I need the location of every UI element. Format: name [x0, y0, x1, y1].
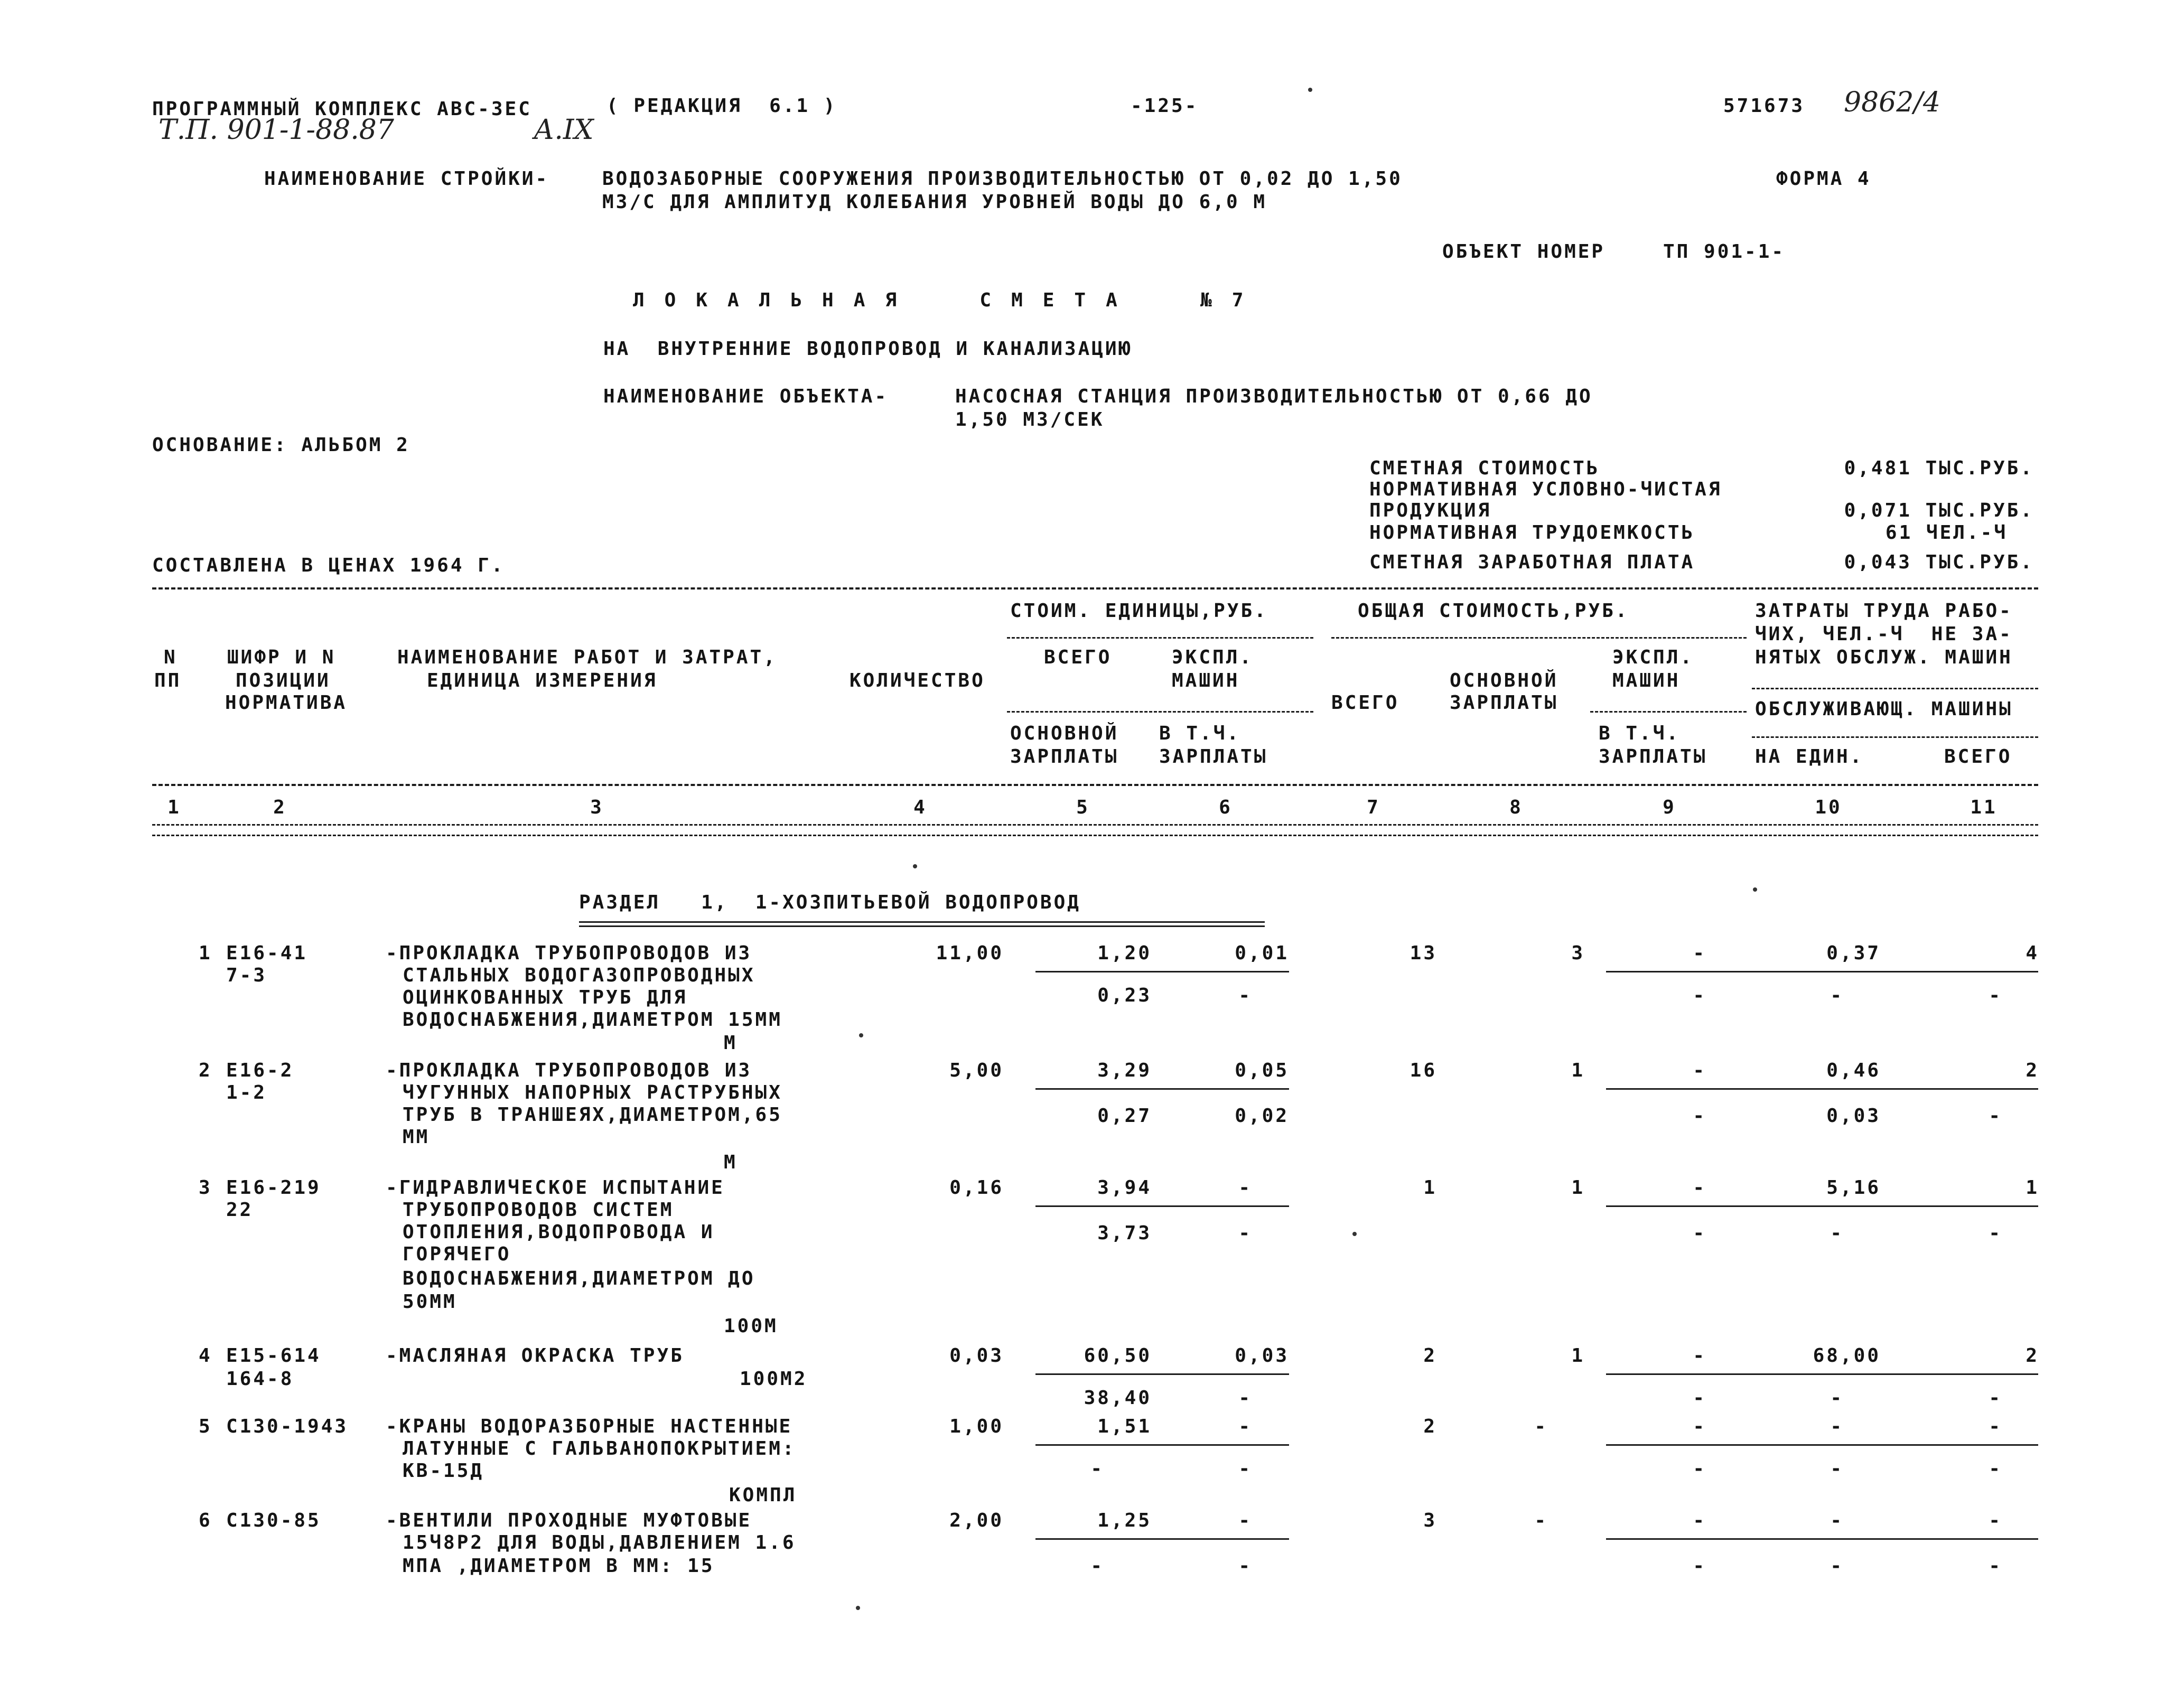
col-9-header: ЭКСПЛ.	[1612, 647, 1694, 668]
row-quantity: 11,00	[936, 942, 1004, 964]
row-unit-machines: 0,01	[1235, 942, 1289, 964]
column-number: 9	[1663, 797, 1676, 818]
summary-label: СМЕТНАЯ СТОИМОСТЬ	[1369, 457, 1600, 479]
row-name: -МАСЛЯНАЯ ОКРАСКА ТРУБ	[386, 1345, 684, 1367]
row-total: 16	[1410, 1060, 1437, 1081]
row-name: -КРАНЫ ВОДОРАЗБОРНЫЕ НАСТЕННЫЕ	[386, 1416, 793, 1437]
column-number: 6	[1219, 797, 1233, 818]
row-name: ЧУГУННЫХ НАПОРНЫХ РАСТРУБНЫХ	[403, 1082, 782, 1103]
row-name: МПА ,ДИАМЕТРОМ В ММ: 15	[403, 1555, 715, 1577]
row-machine-wage: -	[1693, 985, 1706, 1006]
row-labor-unit: 68,00	[1813, 1345, 1881, 1367]
object-line-2: 1,50 М3/СЕК	[955, 409, 1105, 431]
row-total: 1	[1423, 1177, 1437, 1199]
labor-header: НЯТЫХ ОБСЛУЖ. МАШИН	[1755, 647, 2013, 668]
row-unit: 100М	[724, 1315, 778, 1337]
row-code: 22	[226, 1199, 254, 1221]
row-machine-wage: -	[1693, 1555, 1706, 1577]
row-labor-unit: 0,46	[1826, 1060, 1881, 1081]
labor-header: ЗАТРАТЫ ТРУДА РАБО-	[1755, 600, 2013, 622]
row-base-wage: 1	[1571, 1177, 1585, 1199]
row-name: КВ-15Д	[403, 1460, 484, 1482]
row-base-wage: -	[1534, 1416, 1548, 1437]
row-name: ЛАТУННЫЕ С ГАЛЬВАНОПОКРЫТИЕМ:	[403, 1438, 796, 1460]
row-machine-wage: -	[1693, 1458, 1706, 1480]
row-labor-total-machines: -	[1989, 1458, 2002, 1480]
row-unit-total: 3,29	[1097, 1060, 1152, 1081]
value-rule	[1606, 1538, 2038, 1540]
row-unit-wage: 0,23	[1097, 985, 1152, 1006]
value-rule	[1035, 971, 1289, 972]
row-code: С130-85	[226, 1510, 321, 1531]
row-code: 7-3	[226, 965, 267, 986]
row-quantity: 1,00	[949, 1416, 1004, 1437]
row-labor-unit-machines: -	[1830, 1458, 1844, 1480]
row-machines: -	[1693, 1345, 1706, 1367]
row-labor-total-machines: -	[1989, 985, 2002, 1006]
object-label: НАИМЕНОВАНИЕ ОБЪЕКТА-	[603, 386, 889, 407]
row-unit-wage: -	[1090, 1555, 1104, 1577]
header-divider	[1331, 637, 1747, 639]
row-machines: -	[1693, 1060, 1706, 1081]
summary-label: НОРМАТИВНАЯ ТРУДОЕМКОСТЬ	[1369, 522, 1695, 544]
construction-label: НАИМЕНОВАНИЕ СТРОЙКИ-	[264, 168, 549, 190]
col-5-header: ВСЕГО	[1044, 647, 1112, 668]
column-number-rule	[152, 824, 2038, 826]
value-rule	[1035, 1444, 1289, 1446]
col-8-header: ОСНОВНОЙ	[1450, 670, 1558, 691]
summary-value: 0,481 ТЫС.РУБ.	[1844, 457, 2034, 479]
column-number: 10	[1815, 797, 1842, 818]
summary-value: 0,071 ТЫС.РУБ.	[1844, 500, 2034, 521]
object-line-1: НАСОСНАЯ СТАНЦИЯ ПРОИЗВОДИТЕЛЬНОСТЬЮ ОТ 0,66 ДО	[955, 386, 1593, 407]
value-rule	[1606, 1444, 2038, 1446]
row-machines: -	[1693, 1416, 1706, 1437]
row-labor-total: 4	[2026, 942, 2039, 964]
column-number: 8	[1509, 797, 1523, 818]
row-name: ВОДОСНАБЖЕНИЯ,ДИАМЕТРОМ ДО	[403, 1268, 755, 1289]
row-code: 164-8	[226, 1368, 294, 1390]
row-machine-wage: -	[1693, 1105, 1706, 1127]
col-11-header: ВСЕГО	[1944, 746, 2012, 768]
row-unit-wage: 0,27	[1097, 1105, 1152, 1127]
row-unit-wage: 38,40	[1084, 1387, 1152, 1409]
value-rule	[1606, 1088, 2038, 1090]
row-unit-total: 60,50	[1084, 1345, 1152, 1367]
header-divider	[1752, 736, 2038, 738]
row-labor-total-machines: -	[1989, 1387, 2002, 1409]
row-number: 5	[199, 1416, 212, 1437]
row-labor-unit: -	[1830, 1510, 1844, 1531]
row-labor-unit-machines: -	[1830, 985, 1844, 1006]
col-6-header: ЭКСПЛ.	[1172, 647, 1254, 668]
section-underline	[579, 921, 1265, 923]
scan-speck	[1308, 88, 1312, 92]
row-number: 2	[199, 1060, 212, 1081]
row-machine-wage: -	[1693, 1387, 1706, 1409]
column-number: 7	[1367, 797, 1380, 818]
col-2-header: ШИФР И N	[227, 647, 336, 668]
col-6b-header: В Т.Ч.	[1159, 723, 1241, 744]
row-base-wage: -	[1534, 1510, 1548, 1531]
col-2-header: ПОЗИЦИИ	[236, 670, 331, 691]
row-quantity: 0,16	[949, 1177, 1004, 1199]
row-code: Е16-219	[226, 1177, 321, 1199]
form-number: ФОРМА 4	[1776, 168, 1871, 190]
row-labor-unit: -	[1830, 1416, 1844, 1437]
row-base-wage: 3	[1571, 942, 1585, 964]
col-3-header: НАИМЕНОВАНИЕ РАБОТ И ЗАТРАТ,	[397, 647, 777, 668]
row-labor-total: 2	[2026, 1345, 2039, 1367]
row-name: ММ	[403, 1126, 430, 1148]
row-labor-unit: 5,16	[1826, 1177, 1881, 1199]
col-9b-header: В Т.Ч.	[1599, 723, 1681, 744]
col-2-header: НОРМАТИВА	[225, 692, 348, 714]
row-unit: М	[724, 1152, 738, 1173]
price-basis: СОСТАВЛЕНА В ЦЕНАХ 1964 Г.	[152, 555, 505, 576]
row-name: ГОРЯЧЕГО	[403, 1243, 511, 1265]
column-number: 4	[913, 797, 927, 818]
document-code: 571673	[1723, 95, 1805, 117]
summary-label: НОРМАТИВНАЯ УСЛОВНО-ЧИСТАЯ	[1369, 479, 1722, 500]
unit-cost-header: СТОИМ. ЕДИНИЦЫ,РУБ.	[1010, 600, 1268, 622]
program-name: ПРОГРАММНЫЙ КОМПЛЕКС АВС-ЗЕС	[152, 98, 532, 120]
row-unit-machine-wage: 0,02	[1235, 1105, 1289, 1127]
row-labor-total: 2	[2026, 1060, 2039, 1081]
row-machine-wage: -	[1693, 1222, 1706, 1244]
summary-label: СМЕТНАЯ ЗАРАБОТНАЯ ПЛАТА	[1369, 551, 1695, 573]
handwritten-archive-number: 9862/4	[1844, 87, 1940, 118]
col-6b-header: ЗАРПЛАТЫ	[1159, 746, 1268, 768]
row-code: Е15-614	[226, 1345, 321, 1367]
row-labor-total-machines: -	[1989, 1105, 2002, 1127]
row-base-wage: 1	[1571, 1345, 1585, 1367]
row-name: -ГИДРАВЛИЧЕСКОЕ ИСПЫТАНИЕ	[386, 1177, 725, 1199]
row-labor-total: -	[1989, 1416, 2002, 1437]
col-1-header: ПП	[154, 670, 182, 691]
row-unit-machines: 0,05	[1235, 1060, 1289, 1081]
row-name: 50ММ	[403, 1291, 457, 1313]
construction-line-1: ВОДОЗАБОРНЫЕ СООРУЖЕНИЯ ПРОИЗВОДИТЕЛЬНОСТЬЮ ОТ 0,02 ДО 1,50	[602, 168, 1403, 190]
row-labor-unit-machines: 0,03	[1826, 1105, 1881, 1127]
scan-speck	[1753, 887, 1757, 892]
row-number: 3	[199, 1177, 212, 1199]
row-quantity: 2,00	[949, 1510, 1004, 1531]
column-number: 11	[1970, 797, 1998, 818]
header-divider	[1007, 637, 1313, 639]
scan-speck	[859, 1033, 863, 1037]
row-unit-total: 1,20	[1097, 942, 1152, 964]
row-unit-wage: 3,73	[1097, 1222, 1152, 1244]
column-number: 5	[1076, 797, 1090, 818]
row-labor-unit: 0,37	[1826, 942, 1881, 964]
column-number: 1	[167, 797, 181, 818]
row-labor-total-machines: -	[1989, 1222, 2002, 1244]
row-unit-machine-wage: -	[1238, 1458, 1252, 1480]
row-code: Е16-2	[226, 1060, 294, 1081]
row-unit-total: 3,94	[1097, 1177, 1152, 1199]
row-code: 1-2	[226, 1082, 267, 1103]
edition: ( РЕДАКЦИЯ 6.1 )	[606, 95, 837, 117]
col-4-header: КОЛИЧЕСТВО	[850, 670, 985, 691]
table-top-rule	[152, 587, 2038, 590]
estimate-title: ЛОКАЛЬНАЯ СМЕТА №7	[633, 289, 1264, 311]
column-number: 2	[273, 797, 287, 818]
handwritten-project-number: Т.П. 901-1-88.87	[158, 114, 394, 146]
row-total: 2	[1423, 1416, 1437, 1437]
value-rule	[1035, 1538, 1289, 1540]
row-unit-machines: -	[1238, 1510, 1252, 1531]
labor-header: ЧИХ, ЧЕЛ.-Ч НЕ ЗА-	[1755, 623, 2013, 645]
row-name: -ВЕНТИЛИ ПРОХОДНЫЕ МУФТОВЫЕ	[386, 1510, 752, 1531]
row-labor-unit-machines: -	[1830, 1222, 1844, 1244]
value-rule	[1035, 1205, 1289, 1207]
value-rule	[1606, 1205, 2038, 1207]
row-unit-machines: 0,03	[1235, 1345, 1289, 1367]
row-total: 2	[1423, 1345, 1437, 1367]
summary-value: 0,043 ТЫС.РУБ.	[1844, 551, 2034, 573]
col-9b-header: ЗАРПЛАТЫ	[1599, 746, 1707, 768]
col-8-header: ЗАРПЛАТЫ	[1450, 692, 1558, 714]
row-name: ТРУБ В ТРАНШЕЯХ,ДИАМЕТРОМ,65	[403, 1104, 782, 1126]
header-divider	[1752, 688, 2038, 689]
scan-speck	[1352, 1232, 1357, 1236]
row-unit-total: 1,51	[1097, 1416, 1152, 1437]
row-labor-total-machines: -	[1989, 1555, 2002, 1577]
row-labor-total: 1	[2026, 1177, 2039, 1199]
header-divider	[1590, 711, 1747, 713]
row-labor-total: -	[1989, 1510, 2002, 1531]
row-labor-unit-machines: -	[1830, 1387, 1844, 1409]
estimate-subtitle: НА ВНУТРЕННИЕ ВОДОПРОВОД И КАНАЛИЗАЦИЮ	[603, 338, 1133, 360]
col-3-header: ЕДИНИЦА ИЗМЕРЕНИЯ	[427, 670, 658, 691]
handwritten-album: А.IX	[534, 114, 594, 146]
row-unit: КОМПЛ	[729, 1484, 797, 1506]
row-labor-unit-machines: -	[1830, 1555, 1844, 1577]
row-unit-machine-wage: -	[1238, 1555, 1252, 1577]
row-name: ОЦИНКОВАННЫХ ТРУБ ДЛЯ	[403, 987, 688, 1008]
col-9-header: МАШИН	[1612, 670, 1681, 691]
header-divider	[1007, 711, 1313, 713]
row-machines: -	[1693, 1177, 1706, 1199]
table-head-rule	[152, 784, 2038, 786]
row-machines: -	[1693, 1510, 1706, 1531]
column-number: 3	[590, 797, 604, 818]
row-name: СТАЛЬНЫХ ВОДОГАЗОПРОВОДНЫХ	[403, 965, 755, 986]
column-number-rule	[152, 835, 2038, 836]
basis: ОСНОВАНИЕ: АЛЬБОМ 2	[152, 434, 410, 456]
row-number: 1	[199, 942, 212, 964]
row-unit: М	[724, 1032, 738, 1054]
object-number: ТП 901-1-	[1663, 241, 1786, 263]
row-number: 4	[199, 1345, 212, 1367]
row-base-wage: 1	[1571, 1060, 1585, 1081]
col-6-header: МАШИН	[1172, 670, 1240, 691]
row-name: ОТОПЛЕНИЯ,ВОДОПРОВОДА И	[403, 1221, 715, 1243]
summary-label: ПРОДУКЦИЯ	[1369, 500, 1492, 521]
scan-speck	[913, 864, 917, 868]
scan-speck	[856, 1606, 860, 1610]
section-underline	[579, 925, 1265, 927]
row-name: ТРУБОПРОВОДОВ СИСТЕМ	[403, 1199, 674, 1221]
row-unit: 100М2	[740, 1368, 808, 1390]
col-5b-header: ОСНОВНОЙ	[1010, 723, 1119, 744]
row-unit-machines: -	[1238, 1416, 1252, 1437]
row-code: С130-1943	[226, 1416, 349, 1437]
col-1-header: N	[164, 647, 178, 668]
page-number: -125-	[1131, 95, 1199, 117]
row-unit-wage: -	[1090, 1458, 1104, 1480]
value-rule	[1606, 1373, 2038, 1375]
object-number-label: ОБЪЕКТ НОМЕР	[1442, 241, 1606, 263]
col-7-header: ВСЕГО	[1331, 692, 1399, 714]
row-unit-machine-wage: -	[1238, 985, 1252, 1006]
col-10-header: НА ЕДИН.	[1755, 746, 1864, 768]
total-cost-header: ОБЩАЯ СТОИМОСТЬ,РУБ.	[1358, 600, 1629, 622]
value-rule	[1035, 1373, 1289, 1375]
col-10-11-header: ОБСЛУЖИВАЮЩ. МАШИНЫ	[1755, 698, 2013, 720]
row-number: 6	[199, 1510, 212, 1531]
row-quantity: 5,00	[949, 1060, 1004, 1081]
row-unit-machines: -	[1238, 1177, 1252, 1199]
row-unit-machine-wage: -	[1238, 1387, 1252, 1409]
row-unit-machine-wage: -	[1238, 1222, 1252, 1244]
row-code: Е16-41	[226, 942, 308, 964]
construction-line-2: М3/С ДЛЯ АМПЛИТУД КОЛЕБАНИЯ УРОВНЕЙ ВОДЫ ДО 6,0 М	[602, 191, 1267, 213]
row-name: 15Ч8Р2 ДЛЯ ВОДЫ,ДАВЛЕНИЕМ 1.6	[403, 1532, 796, 1554]
summary-value: 61 ЧЕЛ.-Ч	[1885, 522, 2008, 544]
section-title: РАЗДЕЛ 1, 1-ХОЗПИТЬЕВОЙ ВОДОПРОВОД	[579, 892, 1081, 913]
value-rule	[1606, 971, 2038, 972]
row-total: 13	[1410, 942, 1437, 964]
row-machines: -	[1693, 942, 1706, 964]
row-total: 3	[1423, 1510, 1437, 1531]
row-name: ВОДОСНАБЖЕНИЯ,ДИАМЕТРОМ 15ММ	[403, 1009, 782, 1031]
value-rule	[1035, 1088, 1289, 1090]
row-unit-total: 1,25	[1097, 1510, 1152, 1531]
row-quantity: 0,03	[949, 1345, 1004, 1367]
row-name: -ПРОКЛАДКА ТРУБОПРОВОДОВ ИЗ	[386, 1060, 752, 1081]
col-5b-header: ЗАРПЛАТЫ	[1010, 746, 1119, 768]
row-name: -ПРОКЛАДКА ТРУБОПРОВОДОВ ИЗ	[386, 942, 752, 964]
